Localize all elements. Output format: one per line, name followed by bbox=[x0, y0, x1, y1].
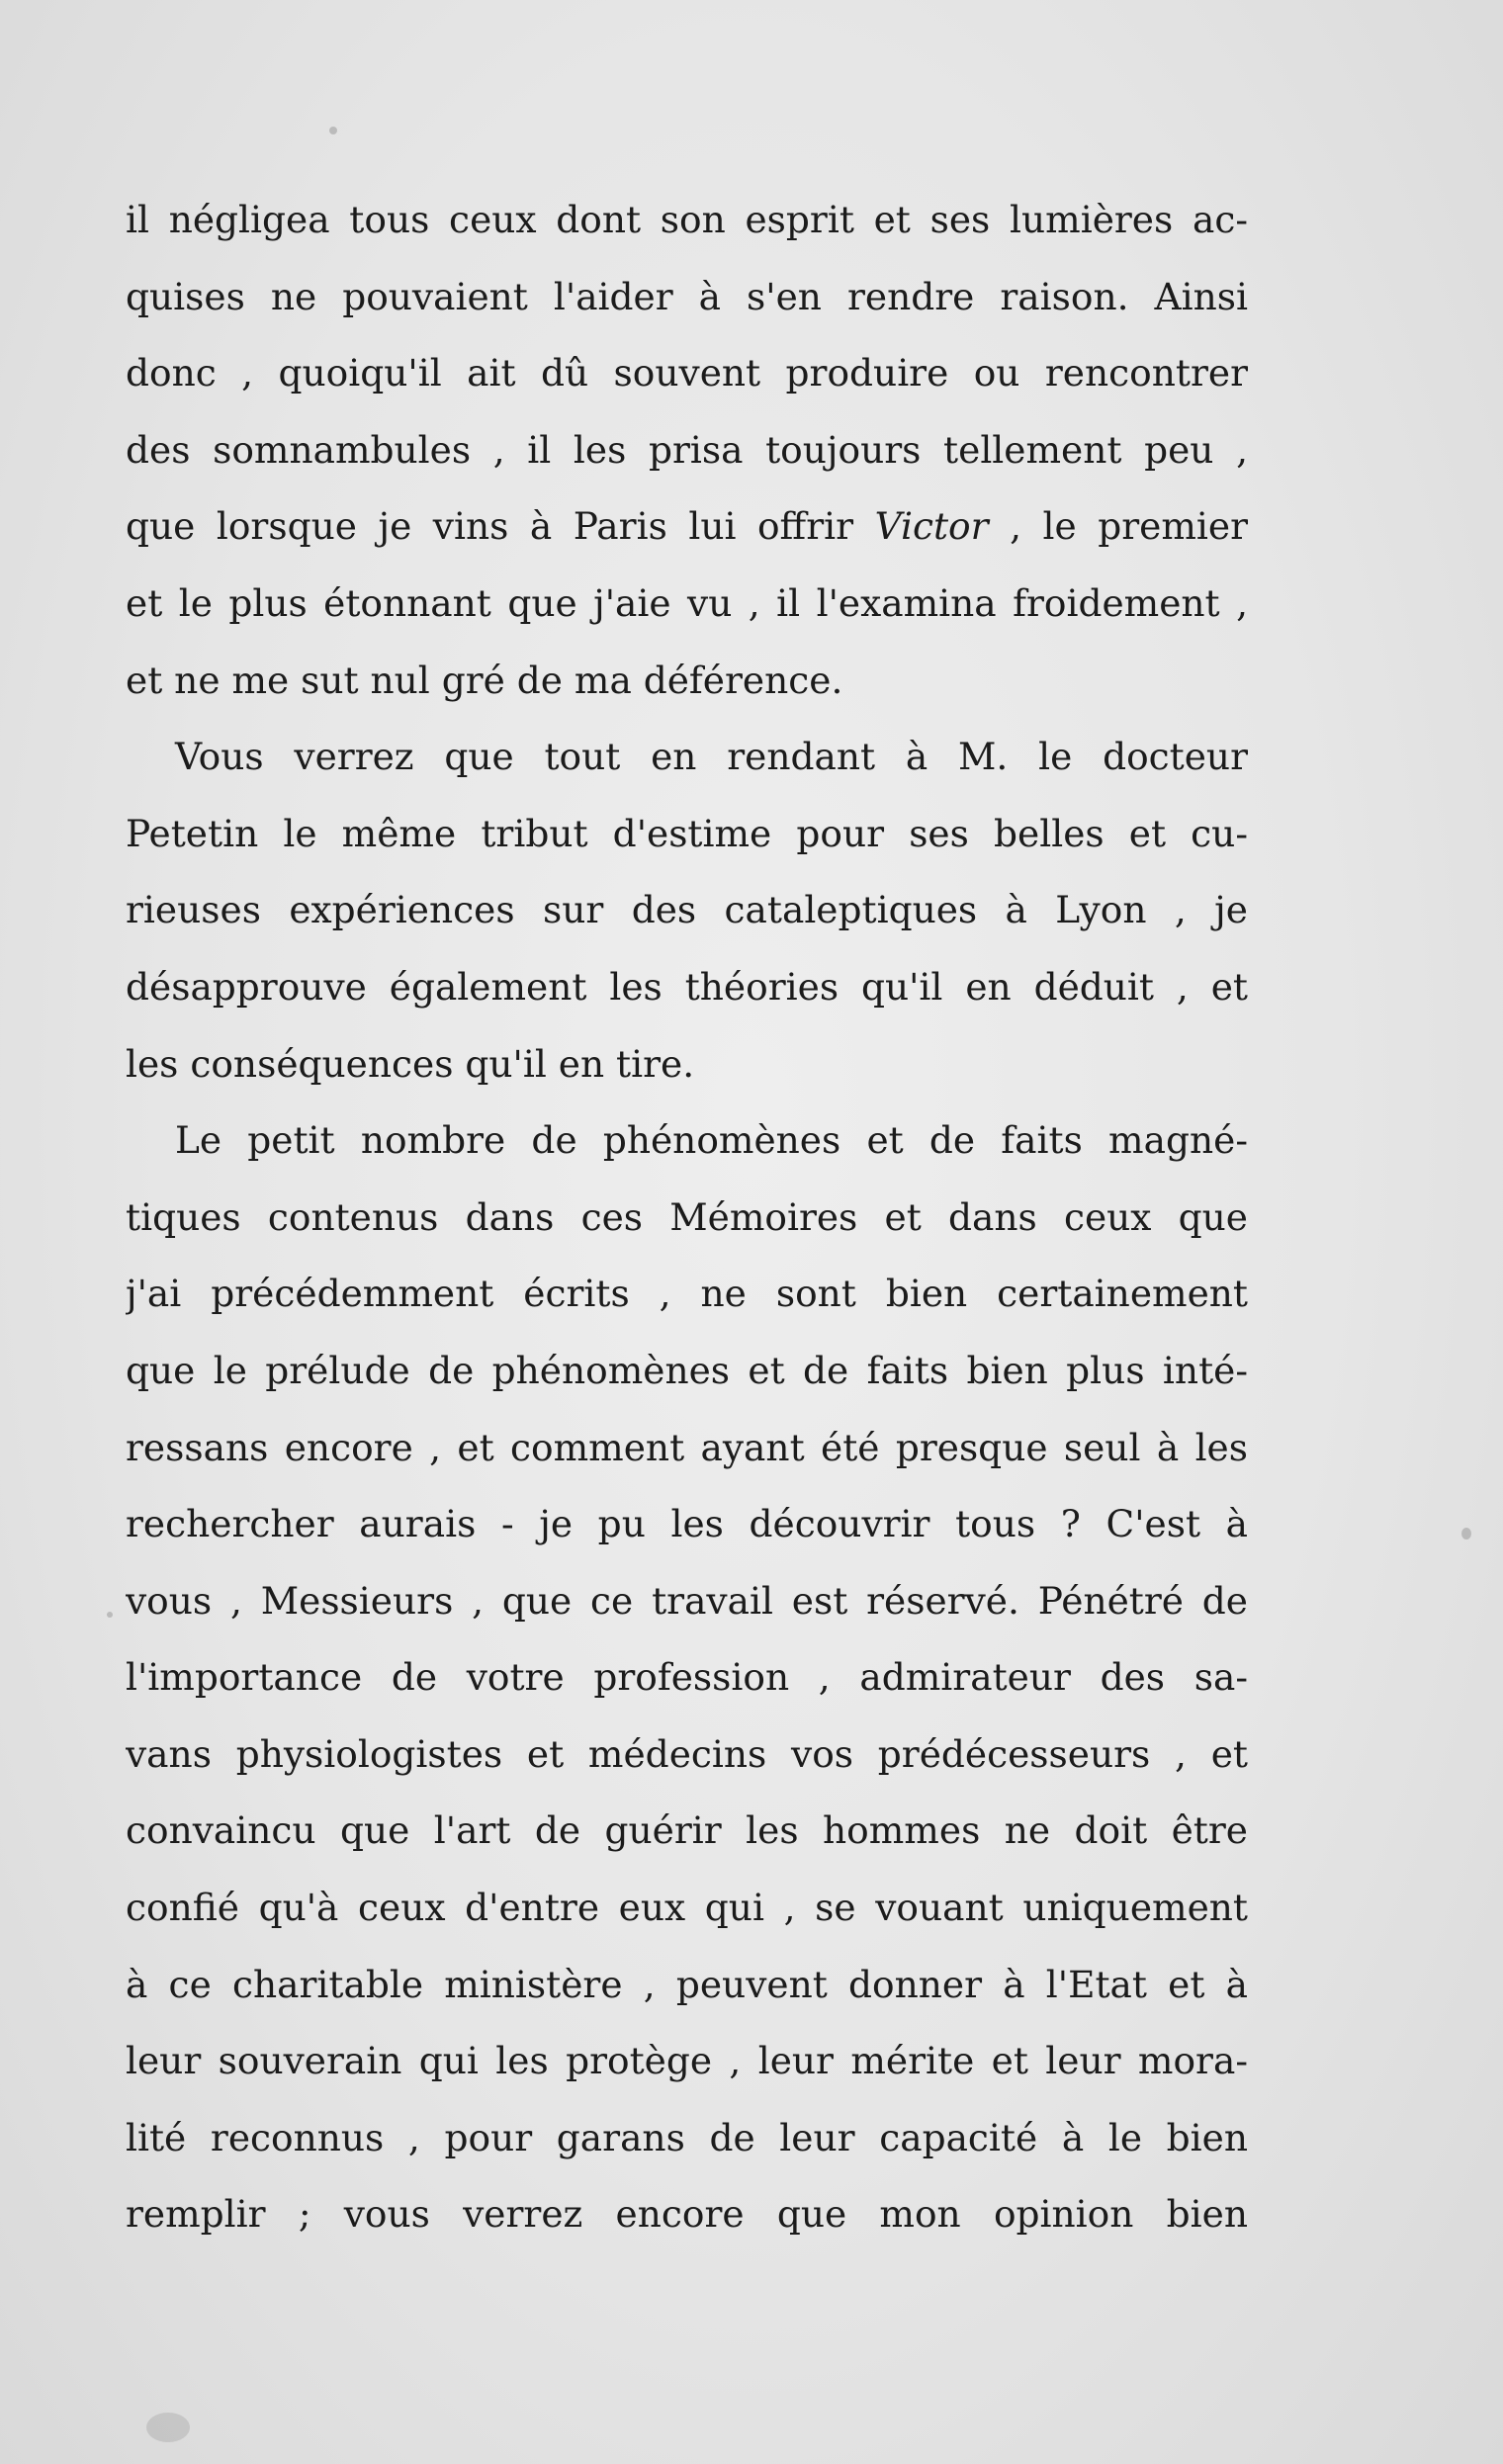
text-line: que le prélude de phénomènes et de faits bien plus inté- bbox=[126, 1348, 1248, 1392]
text-line bbox=[126, 488, 1248, 566]
paper-speck bbox=[329, 127, 337, 134]
text-line: Le petit nombre de phénomènes et de faits magné- bbox=[175, 1118, 1248, 1163]
text-line: remplir ; vous verrez encore que mon opinion bien bbox=[126, 2192, 1248, 2237]
text-line: à ce charitable ministère , peuvent donner à l'Etat et à bbox=[126, 1962, 1248, 2006]
italic-name-victor: Victor bbox=[874, 504, 989, 549]
line-segment: , le premier bbox=[988, 504, 1248, 549]
text-line: convaincu que l'art de guérir les hommes ne doit être bbox=[126, 1808, 1248, 1853]
line-segment: que lorsque je vins à Paris lui offrir bbox=[126, 504, 875, 549]
text-line: Vous verrez que tout en rendant à M. le docteur bbox=[175, 735, 1248, 779]
text-line: et le plus étonnant que j'aie vu , il l'examina froidement , bbox=[126, 580, 1248, 625]
paper-speck bbox=[107, 1612, 113, 1618]
paper-speck bbox=[146, 2413, 190, 2442]
text-line: rechercher aurais - je pu les découvrir tous ? C'est à bbox=[126, 1502, 1248, 1546]
text-line: vous , Messieurs , que ce travail est réservé. Pénétré de bbox=[126, 1578, 1248, 1623]
text-line: donc , quoiqu'il ait dû souvent produire ou rencontrer bbox=[126, 351, 1248, 396]
text-line: Petetin le même tribut d'estime pour ses belles et cu- bbox=[126, 811, 1248, 855]
text-line: il négligea tous ceux dont son esprit et ses lumières ac- bbox=[126, 198, 1248, 241]
text-line: quises ne pouvaient l'aider à s'en rendre raison. Ainsi bbox=[126, 274, 1248, 318]
text-line: rieuses expériences sur des cataleptiques à Lyon , je bbox=[126, 888, 1248, 932]
text-line: les conséquences qu'il en tire. bbox=[126, 1041, 695, 1086]
text-line: tiques contenus dans ces Mémoires et dans ceux que bbox=[126, 1194, 1248, 1239]
paper-speck bbox=[1461, 1528, 1471, 1540]
text-line: confié qu'à ceux d'entre eux qui , se vouant uniquement bbox=[126, 1886, 1248, 1930]
text-line: ressans encore , et comment ayant été presque seul à les bbox=[126, 1425, 1248, 1469]
text-line: vans physiologistes et médecins vos prédécesseurs , et bbox=[126, 1731, 1248, 1776]
text-line: des somnambules , il les prisa toujours tellement peu , bbox=[126, 427, 1248, 472]
body-text bbox=[126, 182, 1248, 2253]
text-line: j'ai précédemment écrits , ne sont bien certainement bbox=[126, 1272, 1248, 1316]
text-line: leur souverain qui les protège , leur mérite et leur mora- bbox=[126, 2039, 1248, 2083]
text-line: l'importance de votre profession , admirateur des sa- bbox=[126, 1655, 1248, 1700]
text-line: désapprouve également les théories qu'il en déduit , et bbox=[126, 964, 1248, 1009]
text-line: et ne me sut nul gré de ma déférence. bbox=[126, 658, 843, 702]
text-line: lité reconnus , pour garans de leur capacité à le bien bbox=[126, 2115, 1248, 2159]
